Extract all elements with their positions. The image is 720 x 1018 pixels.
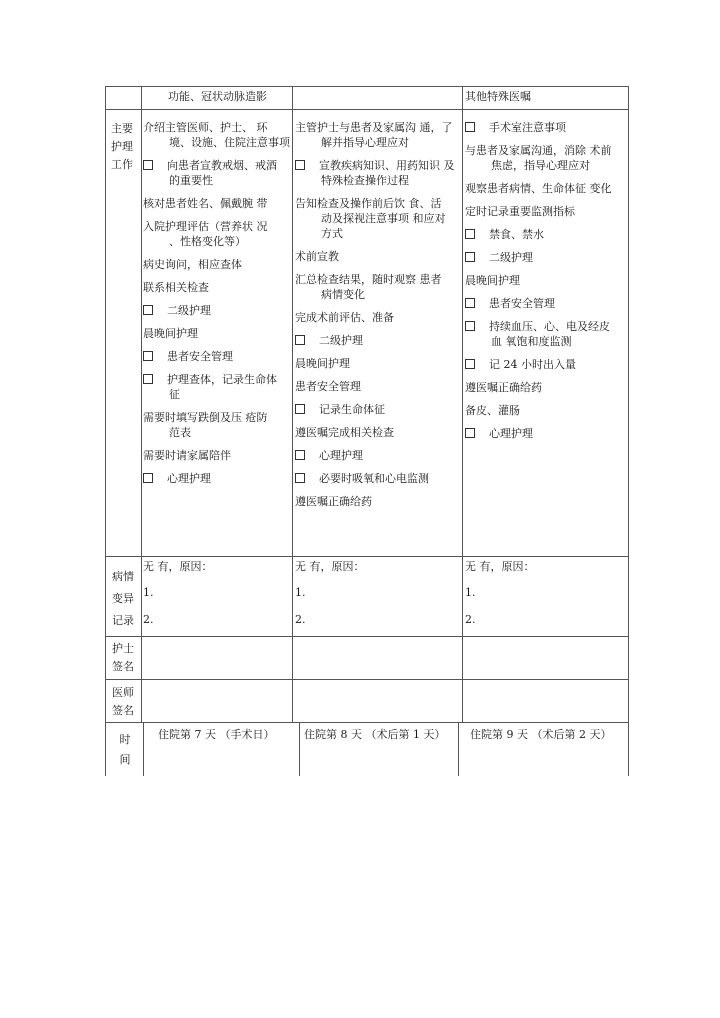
col-divider [141,86,142,722]
list-item: 护理查体，记录生命体 征 [143,372,291,402]
list-item: 需要时请家属陪伴 [143,449,231,462]
list-item: 病史询问，相应查体 [143,258,242,271]
list-item: 入院护理评估（营养状 况 、性格变化等） [143,220,268,248]
col-divider [105,86,106,722]
list-item: 二级护理 [295,333,461,348]
checkbox-icon[interactable] [465,252,475,262]
checkbox-icon[interactable] [465,229,475,239]
list-item: 术前宣教 [295,250,339,263]
list-item: 禁食、禁水 [465,227,627,242]
col-divider [628,86,629,722]
checkbox-icon[interactable] [143,305,153,315]
row-divider [105,679,628,680]
time-label: 时 间 [119,733,131,766]
list-item: 宣教疾病知识、用药知识 及 特殊检查操作过程 [295,158,461,188]
checkbox-icon[interactable] [143,160,153,170]
list-item: 介绍主管医师、护士、 环 境、设施、住院注意事项 [143,121,290,149]
main-work-label [108,120,138,174]
list-item: 定时记录重要监测指标 [465,205,575,218]
list-item: 遵医嘱正确给药 [295,495,372,508]
checkbox-icon[interactable] [465,359,475,369]
row-divider [105,722,628,723]
checkbox-icon[interactable] [465,428,475,438]
list-item: 主管护士与患者及家属沟 通，了 解并指导心理应对 [295,121,453,149]
list-item: 记录生命体征 [295,402,461,417]
time-col-divider [143,722,144,776]
time-col-divider [458,722,459,776]
list-item: 遵医嘱正确给药 [465,381,542,394]
top-row-col3-text: 其他特殊医嘱 [465,90,531,103]
list-item: 需要时填写跌倒及压 疮防 范表 [143,411,268,439]
variance-col3-header: 无 有，原因： [465,560,535,573]
row-divider [105,556,628,557]
col1-list [143,120,291,494]
list-item: 遵医嘱完成相关检查 [295,426,394,439]
list-item: 患者安全管理 [143,349,291,364]
variance-col2-header: 无 有，原因： [295,560,365,573]
list-item: 心理护理 [143,471,291,486]
list-item: 心理护理 [295,448,461,463]
day7-header: 住院第 7 天 （手术日） [158,728,275,741]
list-item: 与患者及家属沟通，消除 术前 焦虑，指导心理应对 [465,144,612,172]
col-divider [462,86,463,722]
col3-list [465,120,627,449]
list-item: 必要时吸氧和心电监测 [295,471,461,486]
variance-col3-item1: 1. [465,586,476,599]
variance-col2-item2: 2. [295,613,306,626]
checkbox-icon[interactable] [465,321,475,331]
variance-label: 病情 变异 记录 [112,570,134,627]
list-item: 记 24 小时出入量 [465,357,627,372]
nurse-sign-label: 护士 签名 [112,642,134,673]
list-item: 晨晚间护理 [295,357,350,370]
checkbox-icon[interactable] [465,298,475,308]
main-work-label-text: 主要护理工作 [111,122,133,171]
list-item: 告知检查及操作前后饮 食、活 动及探视注意事项 和应对方式 [295,197,446,240]
day8-header: 住院第 8 天 （术后第 1 天） [304,728,446,741]
list-item: 观察患者病情、生命体征 变化 [465,182,612,195]
variance-col2-item1: 1. [295,586,306,599]
checkbox-icon[interactable] [143,473,153,483]
checkbox-icon[interactable] [295,473,305,483]
list-item: 患者安全管理 [465,296,627,311]
list-item: 备皮、灌肠 [465,404,520,417]
list-item: 持续血压、心、电及经皮 血 氧饱和度监测 [465,319,627,349]
variance-col1-item2: 2. [143,613,154,626]
list-item: 二级护理 [465,250,627,265]
list-item: 向患者宣教戒烟、戒酒 的重要性 [143,158,291,188]
list-item: 核对患者姓名、佩戴腕 带 [143,197,268,210]
checkbox-icon[interactable] [143,374,153,384]
time-col-divider [299,722,300,776]
list-item: 心理护理 [465,426,627,441]
list-item: 完成术前评估、准备 [295,311,394,324]
variance-col1-header: 无 有，原因： [143,560,213,573]
row-divider [105,109,628,110]
checkbox-icon[interactable] [295,404,305,414]
time-col-divider [628,722,629,776]
list-item: 二级护理 [143,303,291,318]
checkbox-icon[interactable] [465,122,475,132]
row-divider [105,636,628,637]
top-row-col1-text: 功能、冠状动脉造影 [168,90,267,103]
list-item: 汇总检查结果，随时观察 患者 病情变化 [295,273,442,301]
list-item: 联系相关检查 [143,281,209,294]
list-item: 患者安全管理 [295,380,361,393]
checkbox-icon[interactable] [295,335,305,345]
col2-list [295,120,461,517]
list-item: 晨晚间护理 [465,274,520,287]
doctor-sign-label: 医师 签名 [112,686,134,717]
time-col-divider [105,722,106,776]
variance-col3-item2: 2. [465,613,476,626]
table-top-border [105,86,628,87]
checkbox-icon[interactable] [143,351,153,361]
list-item: 晨晚间护理 [143,327,198,340]
checkbox-icon[interactable] [295,160,305,170]
col-divider [292,86,293,722]
checkbox-icon[interactable] [295,450,305,460]
list-item: 手术室注意事项 [465,120,627,135]
day9-header: 住院第 9 天 （术后第 2 天） [470,728,612,741]
variance-col1-item1: 1. [143,586,154,599]
